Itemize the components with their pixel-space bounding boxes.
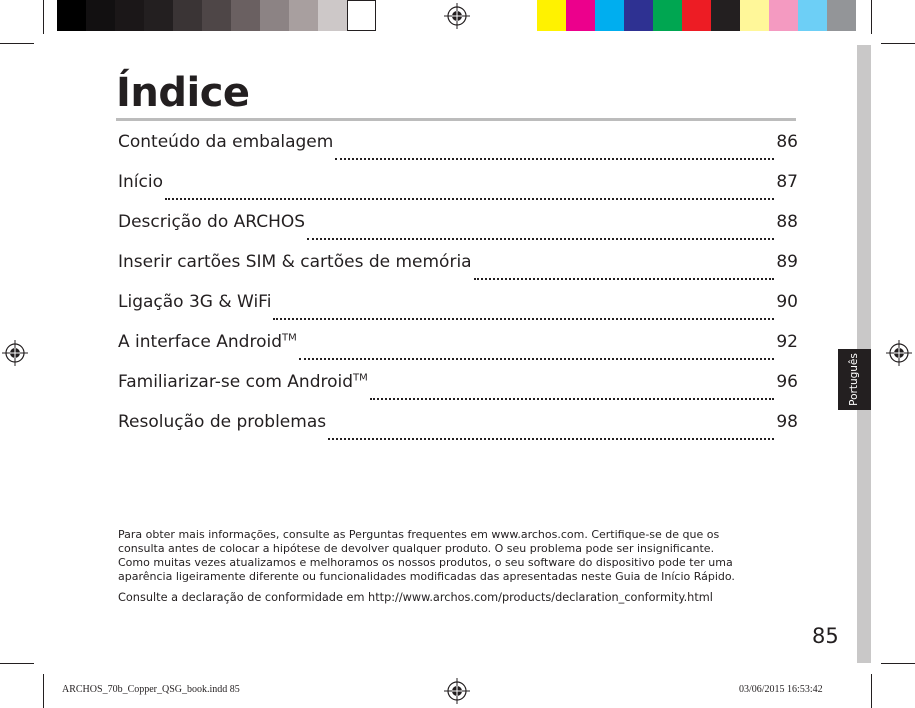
toc-entry[interactable] [118, 212, 798, 252]
toc-entry[interactable] [118, 292, 798, 332]
crop-mark [881, 43, 915, 44]
toc-leader-dots [307, 238, 774, 240]
toc-entry-label: Início [118, 172, 163, 192]
toc-leader-dots [165, 198, 774, 200]
page-number: 85 [812, 624, 839, 648]
color-swatch [86, 0, 115, 31]
crop-mark [881, 663, 915, 664]
crop-mark [871, 0, 872, 34]
crop-mark [43, 0, 44, 34]
toc-entry-page: 88 [776, 212, 798, 232]
toc-leader-dots [335, 158, 774, 160]
toc-entry-label: Ligação 3G & WiFi [118, 292, 272, 312]
color-swatch [740, 0, 769, 31]
color-swatch [682, 0, 711, 31]
color-swatch [318, 0, 347, 31]
toc-leader-dots [299, 358, 775, 360]
conformity-notice: Consulte a declaração de conformidade em http://www.archos.com/products/declaration_conformity.html [118, 591, 713, 604]
toc-entry-label: Resolução de problemas [118, 412, 327, 432]
toc-entry-page: 98 [776, 412, 798, 432]
color-swatch [566, 0, 595, 31]
color-swatch [231, 0, 260, 31]
registration-mark-icon [2, 340, 28, 366]
color-swatch [289, 0, 318, 31]
toc-entry[interactable] [118, 332, 798, 372]
toc-entry-label: Familiarizar-se com Android™ [118, 372, 368, 392]
registration-mark-icon [444, 3, 470, 29]
color-swatch [537, 0, 566, 31]
slug-timestamp: 03/06/2015 16:53:42 [739, 684, 823, 695]
toc-entry-page: 90 [776, 292, 798, 312]
crop-mark [871, 674, 872, 708]
toc-leader-dots [474, 278, 775, 280]
color-swatch [624, 0, 653, 31]
language-tab [838, 349, 871, 410]
crop-mark [0, 663, 34, 664]
toc-entry[interactable] [118, 132, 798, 172]
toc-entry-label: Conteúdo da embalagem [118, 132, 334, 152]
toc-leader-dots [370, 398, 775, 400]
toc-entry[interactable] [118, 252, 798, 292]
color-swatch [798, 0, 827, 31]
language-tab-label: Português [848, 353, 860, 406]
color-swatch [827, 0, 856, 31]
info-line: consulta antes de colocar a hipótese de devolver qualquer produto. O seu problema pode ser insignificante. [118, 542, 715, 555]
registration-mark-icon [886, 340, 912, 366]
info-paragraph [118, 528, 798, 584]
toc-entry[interactable] [118, 172, 798, 212]
color-swatch [144, 0, 173, 31]
toc-entry-page: 87 [776, 172, 798, 192]
color-swatch [653, 0, 682, 31]
toc-entry[interactable] [118, 372, 798, 412]
color-swatch [595, 0, 624, 31]
toc-entry-page: 92 [776, 332, 798, 352]
toc-leader-dots [328, 438, 774, 440]
info-line: Como muitas vezes atualizamos e melhoramos os nossos produtos, o seu software do dispositivo pode ter uma [118, 556, 733, 569]
registration-mark-icon [444, 678, 470, 704]
toc-entry-page: 86 [776, 132, 798, 152]
toc-entry-page: 96 [776, 372, 798, 392]
color-swatch [115, 0, 144, 31]
color-swatch [57, 0, 86, 31]
toc-entry-label: A interface Android™ [118, 332, 297, 352]
slug-filename: ARCHOS_70b_Copper_QSG_book.indd 85 [62, 684, 240, 695]
toc-entry-label: Descrição do ARCHOS [118, 212, 306, 232]
title-rule [116, 118, 796, 121]
color-swatch [711, 0, 740, 31]
toc-entry-page: 89 [776, 252, 798, 272]
color-swatch [769, 0, 798, 31]
crop-mark [43, 674, 44, 708]
color-swatch [202, 0, 231, 31]
crop-mark [0, 43, 34, 44]
info-line: aparência ligeiramente diferente ou funcionalidades modificadas das apresentadas neste Guia de Início Rápido. [118, 570, 735, 583]
info-line: Para obter mais informações, consulte as Perguntas frequentes em www.archos.com. Certifique-se de que os [118, 528, 720, 541]
color-swatch [173, 0, 202, 31]
toc-entry[interactable] [118, 412, 798, 452]
page-title: Índice [116, 70, 250, 116]
toc-leader-dots [273, 318, 774, 320]
toc-entry-label: Inserir cartões SIM & cartões de memória [118, 252, 472, 272]
color-swatch [260, 0, 289, 31]
color-swatch [347, 0, 376, 31]
table-of-contents [118, 132, 798, 452]
